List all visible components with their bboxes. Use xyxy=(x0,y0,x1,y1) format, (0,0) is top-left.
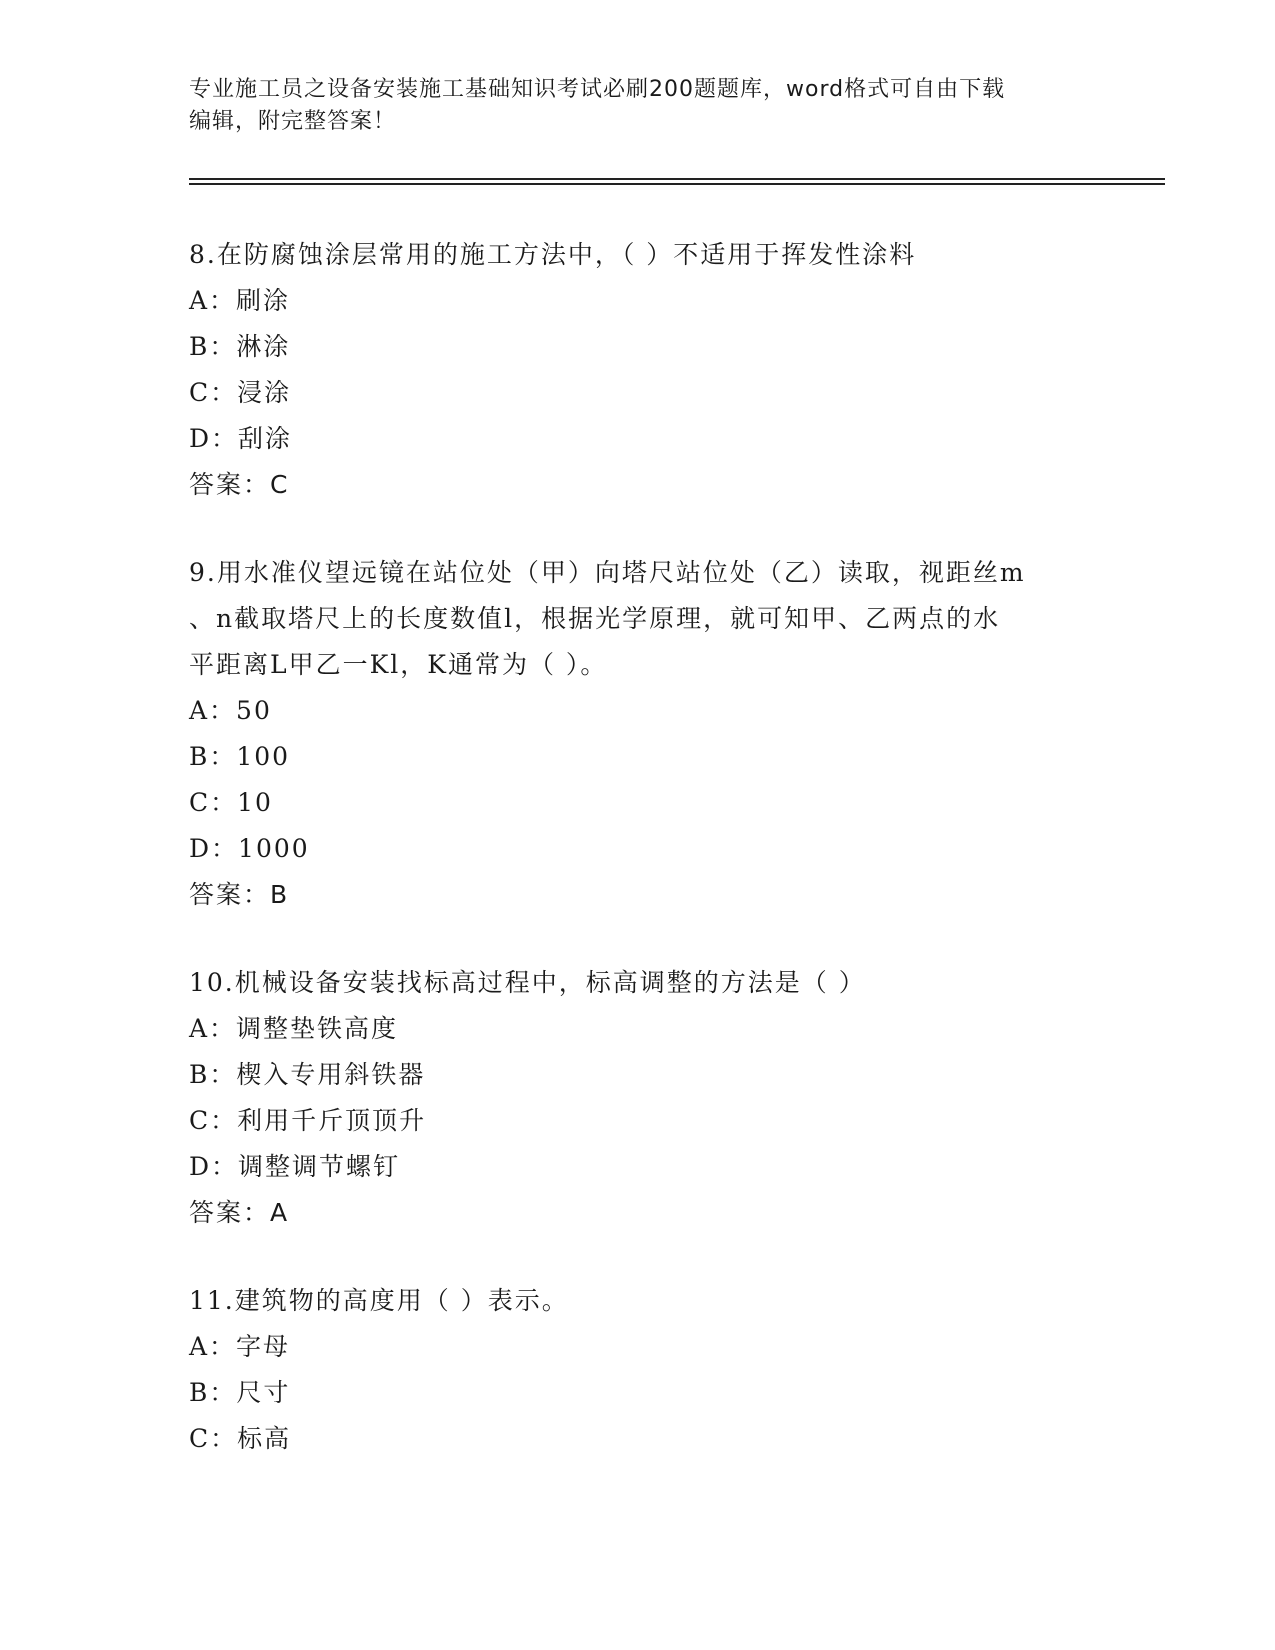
document-header xyxy=(189,74,1089,138)
question-text xyxy=(189,550,1089,688)
option-c: C：10 xyxy=(189,788,273,817)
answer: 答案：B xyxy=(189,880,290,909)
question-text-line: 11.建筑物的高度用（ ）表示。 xyxy=(189,1286,569,1315)
option-a: A：50 xyxy=(189,696,272,725)
option-a: A：字母 xyxy=(189,1332,291,1361)
option-c: C：利用千斤顶顶升 xyxy=(189,1106,427,1135)
question-list xyxy=(189,232,1089,1504)
option-d: D：调整调节螺钉 xyxy=(189,1152,401,1181)
option-b: B：尺寸 xyxy=(189,1378,291,1407)
option-b: B：淋涂 xyxy=(189,332,291,361)
question-text-line: 平距离L甲乙一Kl，K通常为（ ）。 xyxy=(189,650,608,679)
question-text-line: 9.用水准仪望远镜在站位处（甲）向塔尺站位处（乙）读取，视距丝m xyxy=(189,558,1026,587)
option-c: C：标高 xyxy=(189,1424,292,1453)
header-title-line-2: 编辑，附完整答案！ xyxy=(189,109,397,134)
header-divider-bottom xyxy=(189,183,1165,185)
question-text-line: 、n截取塔尺上的长度数值l，根据光学原理，就可知甲、乙两点的水 xyxy=(189,604,1001,633)
option-c: C：浸涂 xyxy=(189,378,292,407)
option-d: D：刮涂 xyxy=(189,424,293,453)
question-9 xyxy=(189,550,1089,918)
option-b: B：100 xyxy=(189,742,291,771)
option-a: A：调整垫铁高度 xyxy=(189,1014,399,1043)
question-text xyxy=(189,1278,1089,1324)
question-8 xyxy=(189,232,1089,508)
option-a: A：刷涂 xyxy=(189,286,291,315)
question-text-line: 8.在防腐蚀涂层常用的施工方法中，（ ）不适用于挥发性涂料 xyxy=(189,240,917,269)
answer: 答案：A xyxy=(189,1198,290,1227)
question-11 xyxy=(189,1278,1089,1462)
header-title-line-1: 专业施工员之设备安装施工基础知识考试必刷200题题库，word格式可自由下载 xyxy=(189,77,1006,102)
question-text xyxy=(189,232,1089,278)
answer: 答案：C xyxy=(189,470,290,499)
question-10 xyxy=(189,960,1089,1236)
option-d: D：1000 xyxy=(189,834,310,863)
question-text-line: 10.机械设备安装找标高过程中，标高调整的方法是（ ） xyxy=(189,968,866,997)
question-text xyxy=(189,960,1089,1006)
option-b: B：楔入专用斜铁器 xyxy=(189,1060,426,1089)
header-divider-top xyxy=(189,178,1165,180)
